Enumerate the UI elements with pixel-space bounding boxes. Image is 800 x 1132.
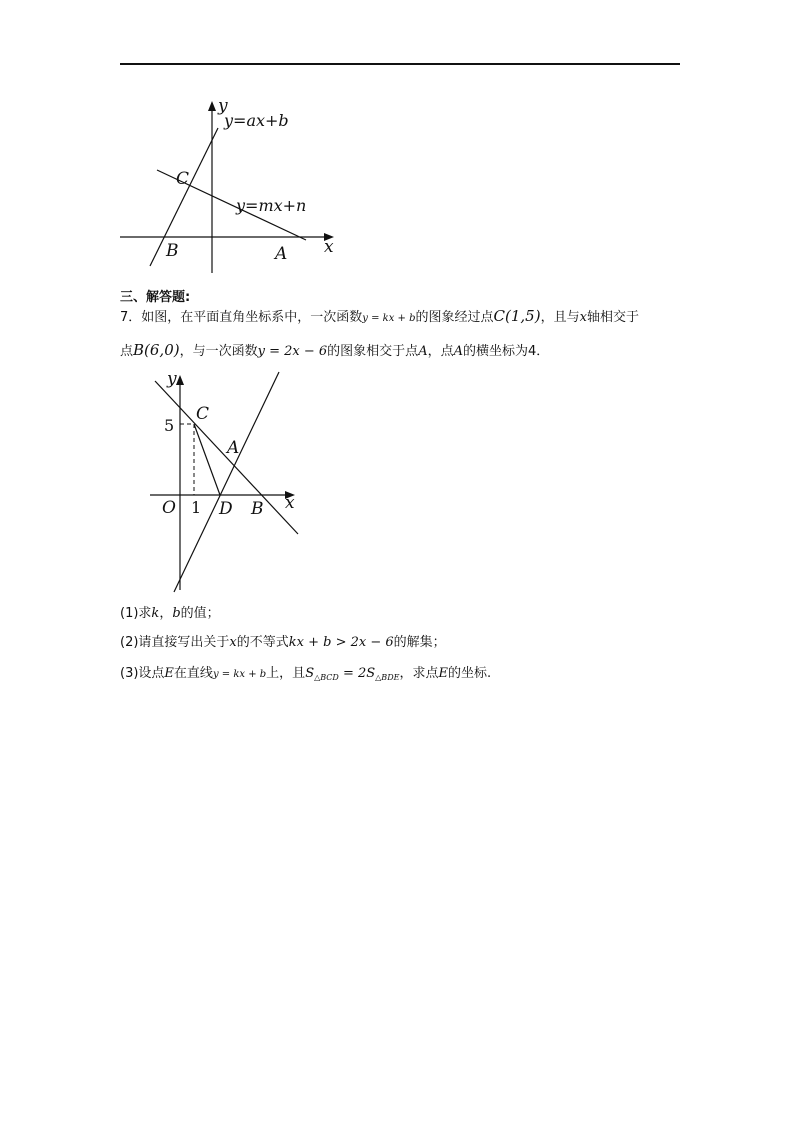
tick-5-label: 5 [164, 416, 175, 435]
y-axis-label: y [218, 96, 228, 116]
y-axis-arrow [176, 375, 184, 385]
problem-line-1: 7．如图，在平面直角坐标系中，一次函数y = kx + b的图象经过点C(1,5)，且与x轴相交于 [120, 307, 639, 325]
y-axis-label: y [167, 369, 177, 389]
equation-steep: y=ax+b [224, 111, 289, 130]
question-2: (2)请直接写出关于x的不等式kx + b > 2x − 6的解集； [120, 635, 446, 650]
figure-2 [145, 365, 335, 595]
point-a-label: A [227, 438, 240, 458]
line-steep [150, 128, 218, 266]
point-a-label: A [275, 244, 288, 264]
tick-1-label: 1 [191, 498, 202, 517]
x-axis-label: x [324, 237, 334, 257]
point-c-label: C [196, 404, 210, 424]
question-1: (1)求k，b的值； [120, 606, 220, 621]
section-heading: 三、解答题: [120, 290, 191, 305]
point-b-label: B [166, 241, 179, 261]
problem-line-2: 点B(6,0)，与一次函数y = 2x − 6的图象相交于点A，点A的横坐标为4． [120, 341, 550, 359]
equation-shallow: y=mx+n [236, 196, 307, 215]
segment-cd [194, 424, 220, 495]
origin-label: O [162, 498, 176, 518]
x-axis-label: x [285, 493, 295, 513]
figure-1 [110, 98, 350, 278]
point-c-label: C [176, 169, 190, 189]
point-d-label: D [219, 499, 233, 519]
y-axis-arrow [208, 101, 216, 111]
question-3: (3)设点E在直线y = kx + b上，且$S_{\triangle BCD} = 2S_{\triangle BDE}$，求点E的坐标. [120, 666, 492, 682]
point-b-label: B [251, 499, 264, 519]
line-2x-6 [174, 372, 279, 592]
header-rule [120, 63, 680, 65]
